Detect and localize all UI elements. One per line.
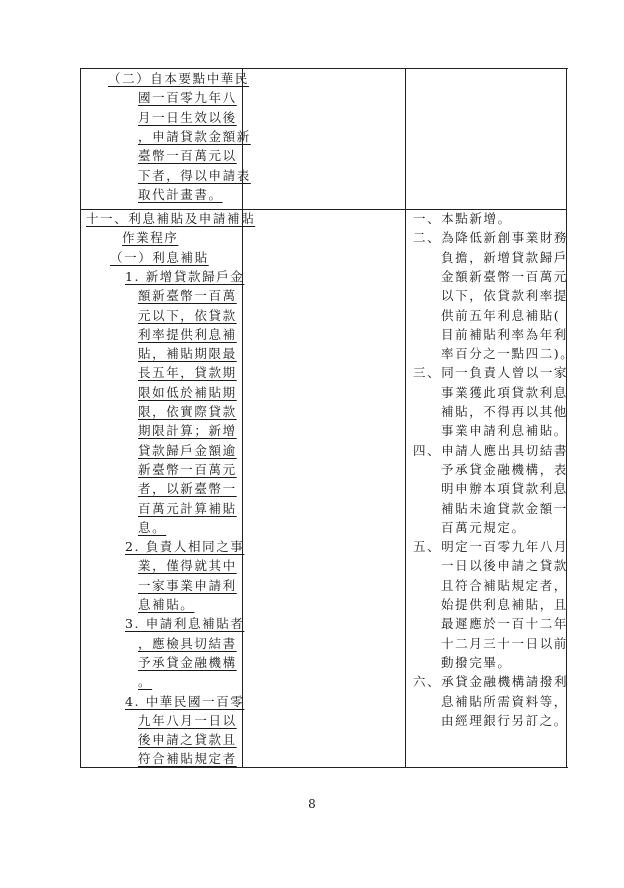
text-line: 貼，補貼期限最 [138, 346, 237, 362]
text-line: 期限計算；新增 [138, 423, 237, 439]
text-line: 貸款歸戶金額逾 [138, 442, 237, 458]
text-line: 息。 [138, 519, 167, 535]
text-line: 九年八月一日以 [138, 712, 237, 728]
text-line: 息補貼所需資料等， [441, 693, 568, 709]
text-line: 以下，依貸款利率提 [441, 288, 568, 304]
text-line: 始提供利息補貼，且 [441, 597, 568, 612]
text-line: 四、申請人應出具切結書 [413, 442, 569, 458]
text-line: 事業申請利息補貼。 [441, 423, 568, 439]
text-line: 息補貼。 [138, 597, 195, 612]
subsection-label: （一）利息補貼 [110, 249, 209, 265]
text-line: ，申請貸款金額新 [138, 128, 251, 144]
text-line: 3. 申請利息補貼者 [125, 616, 245, 632]
text-line: 4. 中華民國一百零 [125, 693, 245, 709]
text-line: 者，以新臺幣一 [138, 481, 237, 497]
text-line: 補貼，不得再以其他 [441, 404, 568, 419]
text-line: 予承貸金融機構 [138, 654, 237, 670]
column-divider-2 [405, 69, 406, 767]
text-line: 百萬元計算補貼 [138, 500, 237, 516]
text-line: 三、同一負責人曾以一家 [413, 365, 569, 381]
text-line: 百萬元規定。 [441, 519, 526, 535]
page-number: 8 [308, 797, 316, 811]
table-border-left [80, 69, 81, 767]
text-line: 利率提供利息補 [138, 326, 237, 342]
text-line: 臺幣一百萬元以 [138, 148, 237, 164]
text-line: 負擔，新增貸款歸戶 [441, 249, 568, 265]
comparison-table [80, 68, 575, 768]
text-line: 額新臺幣一百萬 [138, 288, 237, 304]
text-line: 且符合補貼規定者， [441, 577, 568, 593]
text-line: ，應檢具切結書 [138, 635, 237, 651]
text-line: 後申請之貸款且 [138, 732, 237, 748]
text-line: 事業獲此項貸款利息 [441, 384, 568, 400]
text-line: 金額新臺幣一百萬元 [441, 268, 568, 284]
text-line: 五、明定一百零九年八月 [413, 539, 569, 555]
text-line: 補貼未逾貸款金額一 [441, 500, 568, 516]
text-line: 一、本點新增。 [413, 211, 512, 226]
text-line: 。 [138, 674, 153, 690]
text-line: 長五年，貸款期 [138, 365, 237, 381]
text-line: 限如低於補貼期 [138, 384, 237, 400]
text-line: 供前五年利息補貼( [441, 307, 561, 323]
text-line: 國一百零九年八 [138, 90, 237, 106]
text-line: 符合補貼規定者 [138, 751, 237, 767]
text-line: 予承貸金融機構，表 [441, 461, 568, 477]
text-line: 目前補貼利率為年利 [441, 326, 568, 342]
text-line: 取代計畫書。 [138, 186, 223, 202]
text-line: 限，依實際貸款 [138, 404, 237, 419]
text-line: 新臺幣一百萬元 [138, 461, 237, 477]
text-line: 率百分之一點四二)。 [441, 346, 575, 362]
text-line: 下者，得以申請表 [138, 167, 251, 183]
text-line: 元以下，依貸款 [138, 307, 237, 323]
text-line: 月一日生效以後 [138, 109, 237, 125]
text-line: 由經理銀行另訂之。 [441, 712, 568, 728]
text-line: 業，僅得就其中 [138, 558, 237, 574]
text-line: 十二月三十一日以前 [441, 635, 568, 651]
text-line: 2. 負責人相同之事 [125, 539, 245, 555]
text-line: 一家事業申請利 [138, 577, 237, 593]
section-title: 十一、利息補貼及申請補貼 [86, 211, 256, 226]
text-line: 一日以後申請之貸款 [441, 558, 568, 574]
text-line: 1. 新增貸款歸戶金 [125, 268, 245, 284]
text-line: 明申辦本項貸款利息 [441, 481, 568, 497]
text-line: 動撥完畢。 [441, 654, 512, 670]
text-line: 最遲應於一百十二年 [441, 616, 568, 632]
text-line: 六、承貸金融機構請撥利 [413, 674, 569, 690]
text-line: （二）自本要點中華民 [108, 71, 250, 86]
text-line: 二、為降低新創事業財務 [413, 230, 569, 246]
section-title-cont: 作業程序 [122, 230, 179, 246]
